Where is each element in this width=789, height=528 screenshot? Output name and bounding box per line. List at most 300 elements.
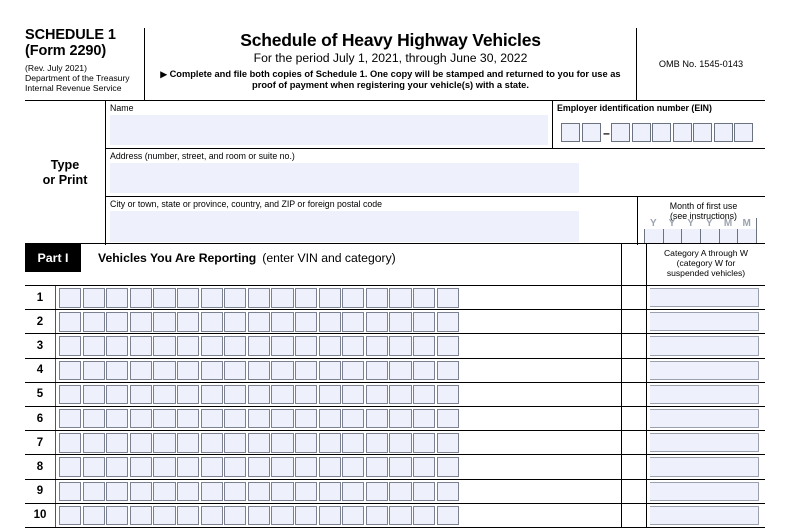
vin-character-box[interactable] [83,312,105,332]
vin-character-box[interactable] [59,482,81,502]
ein-label: Employer identification number (EIN) [557,103,712,113]
vin-character-box[interactable] [83,336,105,356]
category-header-line1: Category A through W [663,248,749,258]
table-row [25,407,765,431]
category-cell [646,480,765,503]
vin-character-box[interactable] [153,288,175,308]
ein-digit-box[interactable] [561,123,580,142]
vin-character-box[interactable] [319,361,341,381]
vin-character-box[interactable] [153,385,175,405]
omb-number: OMB No. 1545-0143 [658,59,744,69]
month-of-first-use-slot[interactable] [700,229,719,243]
department-line1: Department of the Treasury [25,73,130,84]
category-input[interactable] [650,361,759,380]
month-of-first-use-cell [638,197,765,245]
city-month-row [106,197,765,245]
vin-character-box[interactable] [177,288,199,308]
part-1-tag: Part I [25,244,81,272]
category-input[interactable] [650,433,759,452]
vin-character-box[interactable] [437,482,459,502]
vin-character-box[interactable] [201,361,223,381]
category-cell [646,431,765,454]
vin-character-box[interactable] [130,288,152,308]
vin-character-box[interactable] [59,361,81,381]
row-number: 1 [25,286,56,309]
vin-table-divider [621,455,622,478]
vin-character-box[interactable] [106,288,128,308]
vin-character-box[interactable] [153,409,175,429]
ein-digit-box[interactable] [734,123,753,142]
vin-character-box[interactable] [106,433,128,453]
vin-character-box[interactable] [106,312,128,332]
vin-character-box[interactable] [295,409,317,429]
month-of-first-use-column[interactable] [644,218,663,243]
vin-character-box[interactable] [224,385,246,405]
vin-character-box[interactable] [389,409,411,429]
vin-character-box[interactable] [319,409,341,429]
vin-character-box[interactable] [319,457,341,477]
row-number: 7 [25,431,56,454]
type-or-print-label [25,101,106,245]
part-1-header-bar [25,244,765,286]
vin-character-box[interactable] [130,433,152,453]
address-label: Address (number, street, and room or suite no.) [110,151,295,161]
vin-character-box[interactable] [83,288,105,308]
month-of-first-use-line1: Month of first use [669,201,738,211]
month-of-first-use-letter: Y [706,218,713,229]
month-of-first-use-column[interactable] [700,218,719,243]
vin-input[interactable] [59,312,460,332]
vin-character-box[interactable] [201,457,223,477]
vin-character-box[interactable] [366,312,388,332]
vin-character-box[interactable] [319,506,341,526]
city-input[interactable] [110,211,579,242]
vin-character-box[interactable] [271,482,293,502]
vin-character-box[interactable] [437,409,459,429]
vin-character-box[interactable] [130,385,152,405]
month-of-first-use-slot[interactable] [719,229,738,243]
month-of-first-use-letter: M [723,218,733,229]
month-of-first-use-grid-end [756,218,757,243]
vin-character-box[interactable] [224,506,246,526]
vin-character-box[interactable] [153,361,175,381]
vin-character-box[interactable] [106,457,128,477]
vin-character-box[interactable] [130,482,152,502]
vin-table-divider [621,480,622,503]
part-1-title-main: Vehicles You Are Reporting [98,251,257,265]
vin-character-box[interactable] [413,433,435,453]
vin-character-box[interactable] [224,288,246,308]
row-number: 8 [25,455,56,478]
vin-character-box[interactable] [248,336,270,356]
header-center-block [145,28,637,100]
vin-character-box[interactable] [295,288,317,308]
vin-character-box[interactable] [248,288,270,308]
vin-character-box[interactable] [83,457,105,477]
vin-character-box[interactable] [295,361,317,381]
category-cell [646,334,765,357]
vin-character-box[interactable] [342,336,364,356]
category-header-line2: (category W for [676,257,736,268]
vin-character-box[interactable] [177,433,199,453]
vin-character-box[interactable] [59,288,81,308]
vin-character-box[interactable] [106,482,128,502]
vin-character-box[interactable] [83,409,105,429]
ein-dash-separator: – [603,125,610,140]
vin-character-box[interactable] [389,506,411,526]
vin-character-box[interactable] [342,385,364,405]
vin-character-box[interactable] [153,336,175,356]
vin-input[interactable] [59,336,460,356]
vin-character-box[interactable] [83,361,105,381]
vin-character-box[interactable] [248,457,270,477]
vin-character-box[interactable] [271,361,293,381]
vin-entry-table [25,286,765,528]
month-of-first-use-letter: Y [650,218,657,229]
vin-character-box[interactable] [271,433,293,453]
name-input[interactable] [110,115,548,145]
month-of-first-use-column[interactable] [737,218,756,243]
ein-digit-box[interactable] [582,123,601,142]
vin-character-box[interactable] [130,361,152,381]
vin-character-box[interactable] [437,336,459,356]
vin-character-box[interactable] [224,361,246,381]
vin-character-box[interactable] [319,336,341,356]
category-header-line3: suspended vehicles) [666,267,746,278]
vin-character-box[interactable] [271,288,293,308]
vin-character-box[interactable] [177,336,199,356]
vin-character-box[interactable] [106,506,128,526]
category-input[interactable] [650,385,759,404]
address-input[interactable] [110,163,579,193]
vin-character-box[interactable] [366,457,388,477]
schedule-title-line1: SCHEDULE 1 [25,27,116,43]
vin-character-box[interactable] [319,385,341,405]
month-of-first-use-input[interactable] [644,218,757,243]
vin-character-box[interactable] [224,312,246,332]
vin-character-box[interactable] [295,457,317,477]
vin-character-box[interactable] [201,409,223,429]
vin-character-box[interactable] [295,336,317,356]
vin-character-box[interactable] [389,385,411,405]
vin-character-box[interactable] [437,312,459,332]
table-row [25,431,765,455]
category-cell [646,407,765,430]
vin-character-box[interactable] [366,506,388,526]
vin-character-box[interactable] [389,288,411,308]
vin-character-box[interactable] [177,506,199,526]
vin-character-box[interactable] [130,312,152,332]
vin-character-box[interactable] [342,409,364,429]
vin-character-box[interactable] [295,312,317,332]
row-number: 5 [25,383,56,406]
vin-character-box[interactable] [153,457,175,477]
vin-character-box[interactable] [437,457,459,477]
vin-character-box[interactable] [248,433,270,453]
vin-character-box[interactable] [83,506,105,526]
vin-character-box[interactable] [201,482,223,502]
city-cell [106,197,638,245]
ein-digit-box[interactable] [693,123,712,142]
vin-character-box[interactable] [224,336,246,356]
vin-input[interactable] [59,482,460,502]
vin-character-box[interactable] [342,457,364,477]
vin-character-box[interactable] [201,312,223,332]
vin-character-box[interactable] [83,385,105,405]
table-row [25,334,765,358]
vin-character-box[interactable] [389,336,411,356]
department-line2: Internal Revenue Service [25,83,122,94]
form-main-title: Schedule of Heavy Highway Vehicles [240,30,541,50]
month-of-first-use-letter: Y [668,218,676,229]
schedule-title [25,28,136,59]
vin-character-box[interactable] [295,482,317,502]
vin-character-box[interactable] [319,288,341,308]
instruction-line1: Complete and file both copies of Schedule 1. One copy will be stamped and returned to [169,69,555,79]
vin-character-box[interactable] [366,482,388,502]
vin-character-box[interactable] [248,409,270,429]
vin-character-box[interactable] [106,409,128,429]
vin-character-box[interactable] [271,409,293,429]
vin-character-box[interactable] [342,288,364,308]
vin-character-box[interactable] [224,482,246,502]
category-cell [646,383,765,406]
vin-input[interactable] [59,457,460,477]
vin-input[interactable] [59,288,460,308]
vin-character-box[interactable] [342,312,364,332]
vin-character-box[interactable] [413,409,435,429]
vin-character-box[interactable] [248,482,270,502]
vin-character-box[interactable] [130,336,152,356]
vin-table-divider [621,431,622,454]
vin-character-box[interactable] [177,312,199,332]
month-of-first-use-letter: Y [687,218,695,229]
vin-character-box[interactable] [224,409,246,429]
part-bar-divider [621,244,622,286]
vin-character-box[interactable] [342,433,364,453]
month-of-first-use-column[interactable] [681,218,700,243]
form-header [25,28,765,100]
vin-character-box[interactable] [295,385,317,405]
table-row [25,383,765,407]
address-cell [106,149,765,196]
header-right-block [637,28,765,100]
vin-character-box[interactable] [248,361,270,381]
month-of-first-use-column[interactable] [663,218,682,243]
vin-character-box[interactable] [83,433,105,453]
vin-character-box[interactable] [413,288,435,308]
vin-character-box[interactable] [413,506,435,526]
name-label: Name [110,103,134,113]
vin-character-box[interactable] [389,361,411,381]
name-ein-row [106,101,765,149]
vin-character-box[interactable] [248,506,270,526]
vin-character-box[interactable] [295,433,317,453]
schedule-revision-block [25,63,136,94]
vin-character-box[interactable] [59,409,81,429]
vin-character-box[interactable] [366,385,388,405]
category-input[interactable] [650,288,759,307]
vin-character-box[interactable] [130,506,152,526]
vin-table-divider [621,310,622,333]
vin-character-box[interactable] [106,361,128,381]
vin-character-box[interactable] [106,385,128,405]
vin-character-box[interactable] [224,433,246,453]
vin-character-box[interactable] [366,288,388,308]
vin-character-box[interactable] [271,457,293,477]
part-1-title-sub: (enter VIN and category) [262,251,396,265]
vin-character-box[interactable] [106,336,128,356]
month-of-first-use-slot[interactable] [663,229,682,243]
vin-table-divider [621,383,622,406]
vin-character-box[interactable] [248,312,270,332]
month-of-first-use-letter: M [742,218,751,229]
vin-character-box[interactable] [271,385,293,405]
month-of-first-use-column[interactable] [719,218,738,243]
vin-character-box[interactable] [201,288,223,308]
vin-character-box[interactable] [413,361,435,381]
vin-character-box[interactable] [413,336,435,356]
vin-character-box[interactable] [153,482,175,502]
vin-character-box[interactable] [437,288,459,308]
vin-character-box[interactable] [366,336,388,356]
vin-character-box[interactable] [271,506,293,526]
vin-character-box[interactable] [342,482,364,502]
type-or-print-line2: or Print [42,173,88,187]
category-input[interactable] [650,457,759,476]
ein-digit-box[interactable] [652,123,671,142]
vin-input[interactable] [59,361,460,381]
vin-character-box[interactable] [366,361,388,381]
vin-character-box[interactable] [177,409,199,429]
vin-character-box[interactable] [224,457,246,477]
vin-character-box[interactable] [342,506,364,526]
vin-input[interactable] [59,506,460,526]
ein-digit-box[interactable] [632,123,651,142]
month-of-first-use-slot[interactable] [681,229,700,243]
vin-character-box[interactable] [59,336,81,356]
ein-digit-box[interactable] [673,123,692,142]
table-row [25,310,765,334]
vin-character-box[interactable] [153,433,175,453]
category-cell [646,310,765,333]
table-row [25,504,765,528]
vin-character-box[interactable] [130,409,152,429]
category-cell [646,286,765,309]
category-input[interactable] [650,409,759,428]
vin-table-divider [621,334,622,357]
vin-character-box[interactable] [153,506,175,526]
vin-character-box[interactable] [59,506,81,526]
category-input[interactable] [650,336,759,355]
vin-character-box[interactable] [413,457,435,477]
table-row [25,286,765,310]
instruction-line2: you for use as proof of payment when registering your vehicle(s) with a state. [252,69,621,91]
row-number: 3 [25,334,56,357]
category-input[interactable] [650,506,759,525]
ein-digit-box[interactable] [611,123,630,142]
city-label: City or town, state or province, country, and ZIP or foreign postal code [110,199,383,209]
vin-character-box[interactable] [271,336,293,356]
category-cell [646,359,765,382]
vin-character-box[interactable] [342,361,364,381]
vin-character-box[interactable] [437,385,459,405]
category-cell [646,455,765,478]
vin-input[interactable] [59,409,460,429]
table-row [25,480,765,504]
vin-character-box[interactable] [59,457,81,477]
month-of-first-use-slot[interactable] [737,229,756,243]
vin-character-box[interactable] [319,433,341,453]
vin-character-box[interactable] [437,433,459,453]
vin-character-box[interactable] [366,433,388,453]
month-of-first-use-line2: (see instructions) [670,211,737,221]
vin-character-box[interactable] [59,312,81,332]
vin-character-box[interactable] [413,385,435,405]
row-number: 4 [25,359,56,382]
vin-character-box[interactable] [389,457,411,477]
vin-character-box[interactable] [248,385,270,405]
filing-instructions [151,69,630,92]
month-of-first-use-slot[interactable] [644,229,663,243]
vin-character-box[interactable] [389,433,411,453]
vin-character-box[interactable] [201,336,223,356]
vin-character-box[interactable] [437,506,459,526]
vin-character-box[interactable] [389,482,411,502]
vin-character-box[interactable] [177,385,199,405]
category-input[interactable] [650,312,759,331]
tax-period-line: For the period July 1, 2021, through June 30, 2022 [253,51,528,65]
ein-input[interactable] [561,123,755,142]
vin-character-box[interactable] [177,482,199,502]
entity-information-block [25,100,765,244]
vin-character-box[interactable] [130,457,152,477]
vin-input[interactable] [59,433,460,453]
vin-character-box[interactable] [389,312,411,332]
vin-character-box[interactable] [59,385,81,405]
header-left-block [25,28,145,100]
row-number: 6 [25,407,56,430]
name-cell [106,101,553,148]
type-or-print-line1: Type [50,158,80,172]
row-number: 9 [25,480,56,503]
category-input[interactable] [650,482,759,501]
vin-character-box[interactable] [201,385,223,405]
vin-character-box[interactable] [319,482,341,502]
row-number: 2 [25,310,56,333]
vin-input[interactable] [59,385,460,405]
vin-character-box[interactable] [177,361,199,381]
vin-character-box[interactable] [366,409,388,429]
vin-character-box[interactable] [413,312,435,332]
vin-character-box[interactable] [201,433,223,453]
vin-character-box[interactable] [437,361,459,381]
vin-character-box[interactable] [59,433,81,453]
ein-digit-box[interactable] [714,123,733,142]
table-row [25,359,765,383]
vin-character-box[interactable] [319,312,341,332]
vin-character-box[interactable] [413,482,435,502]
vin-character-box[interactable] [271,312,293,332]
vin-character-box[interactable] [83,482,105,502]
vin-character-box[interactable] [177,457,199,477]
vin-table-divider [621,504,622,527]
vin-character-box[interactable] [295,506,317,526]
vin-character-box[interactable] [153,312,175,332]
row-number: 10 [25,504,56,527]
vin-character-box[interactable] [201,506,223,526]
part-1-title [98,244,396,272]
